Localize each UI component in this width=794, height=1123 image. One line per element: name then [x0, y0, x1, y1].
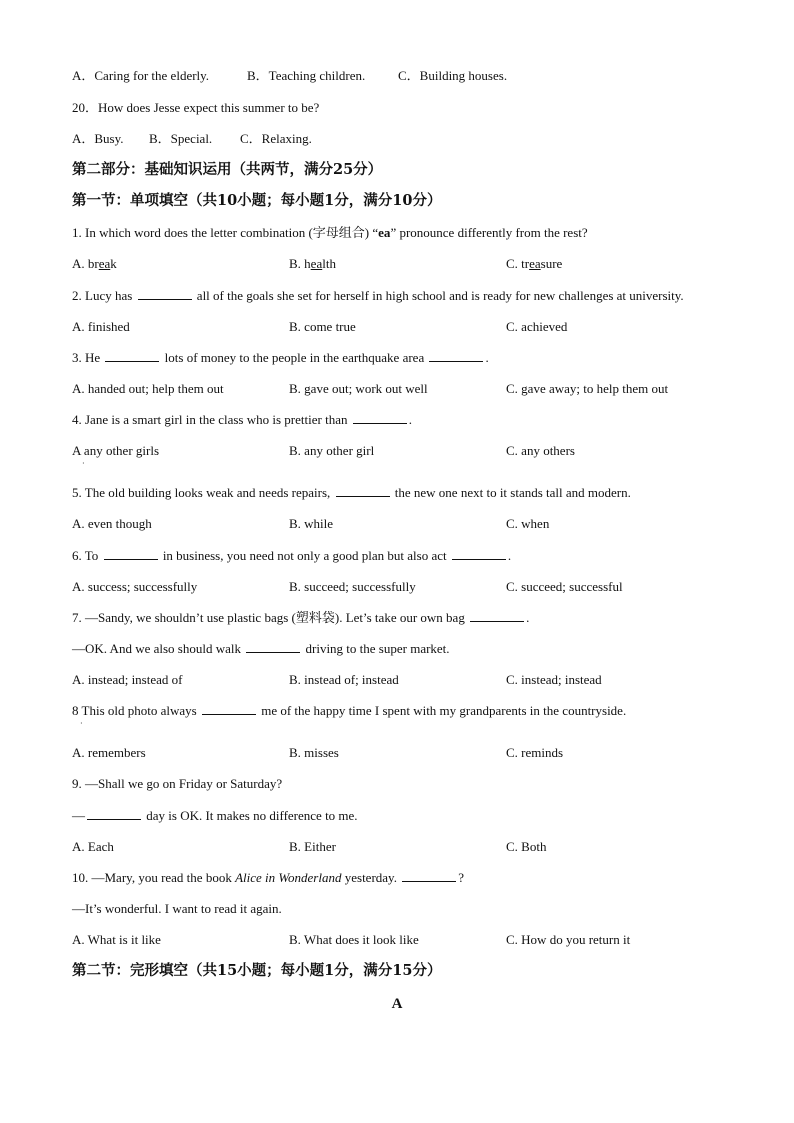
q1-option-c: C. treasure	[506, 256, 563, 271]
q10-stem-line1: 10. —Mary, you read the book Alice in Wonderland yesterday. ?	[72, 870, 464, 885]
q4-option-a: A any other girls	[72, 443, 160, 458]
stray-dot: ·	[82, 459, 85, 468]
q9-option-a: A. Each	[72, 839, 114, 854]
part2-heading: 第二部分：基础知识运用（共两节，满分25分）	[72, 161, 383, 178]
q19-option-c: C．Building houses.	[398, 68, 508, 83]
q8-stem: 8 This old photo always me of the happy time I spent with my grandparents in the countryside.	[72, 703, 627, 718]
stray-dot: ·	[80, 719, 83, 728]
q2-stem: 2. Lucy has all of the goals she set for herself in high school and is ready for new challenges at university.	[72, 288, 684, 303]
q2-option-c: C. achieved	[506, 319, 568, 334]
q8-option-a: A. remembers	[72, 745, 146, 760]
section1-heading: 第一节：单项填空（共10小题；每小题1分，满分10分）	[72, 192, 442, 209]
q6-stem: 6. To in business, you need not only a good plan but also act .	[72, 548, 512, 563]
q20-option-b: B．Special.	[149, 131, 213, 146]
q8-option-c: C. reminds	[506, 745, 564, 760]
q3-option-b: B. gave out; work out well	[289, 381, 428, 396]
q2-option-b: B. come true	[289, 319, 356, 334]
answer-blank	[202, 703, 256, 715]
q20-option-a: A．Busy.	[72, 131, 124, 146]
answer-blank	[429, 350, 483, 362]
q7-option-a: A. instead; instead of	[72, 672, 183, 687]
q1-option-a: A. break	[72, 256, 117, 271]
q3-option-c: C. gave away; to help them out	[506, 381, 669, 396]
q7-option-b: B. instead of; instead	[289, 672, 399, 687]
answer-blank	[402, 870, 456, 882]
q10-option-b: B. What does it look like	[289, 932, 419, 947]
q20-option-c: C．Relaxing.	[240, 131, 312, 146]
q5-option-a: A. even though	[72, 516, 152, 531]
q9-stem-line1: 9. —Shall we go on Friday or Saturday?	[72, 776, 283, 791]
q4-option-c: C. any others	[506, 443, 575, 458]
q6-option-a: A. success; successfully	[72, 579, 198, 594]
q7-stem-line1: 7. —Sandy, we shouldn’t use plastic bags (塑料袋). Let’s take our own bag .	[72, 610, 530, 625]
q9-stem-line2: — day is OK. It makes no difference to me.	[72, 808, 358, 823]
q5-option-b: B. while	[289, 516, 334, 531]
q8-option-b: B. misses	[289, 745, 339, 760]
q3-stem: 3. He lots of money to the people in the earthquake area .	[72, 350, 489, 365]
q5-stem: 5. The old building looks weak and needs repairs, the new one next to it stands tall and modern.	[72, 485, 631, 500]
answer-blank	[104, 548, 158, 560]
q2-option-a: A. finished	[72, 319, 130, 334]
q19-option-a: A．Caring for the elderly.	[72, 68, 210, 83]
q20-stem: 20．How does Jesse expect this summer to be?	[72, 100, 320, 115]
q4-option-b: B. any other girl	[289, 443, 375, 458]
q4-stem: 4. Jane is a smart girl in the class who is prettier than .	[72, 412, 412, 427]
passage-label: A	[391, 996, 403, 1012]
answer-blank	[353, 412, 407, 424]
answer-blank	[87, 808, 141, 820]
section2-heading: 第二节：完形填空（共15小题；每小题1分，满分15分）	[72, 962, 442, 979]
q19-option-b: B．Teaching children.	[247, 68, 366, 83]
q10-option-a: A. What is it like	[72, 932, 161, 947]
q1-option-b: B. health	[289, 256, 336, 271]
answer-blank	[246, 641, 300, 653]
answer-blank	[470, 610, 524, 622]
q10-stem-line2: —It’s wonderful. I want to read it again.	[72, 901, 282, 916]
q7-stem-line2: —OK. And we also should walk driving to the super market.	[72, 641, 450, 656]
q9-option-b: B. Either	[289, 839, 336, 854]
q6-option-b: B. succeed; successfully	[289, 579, 416, 594]
q9-option-c: C. Both	[506, 839, 547, 854]
answer-blank	[336, 485, 390, 497]
q6-option-c: C. succeed; successful	[506, 579, 623, 594]
q10-option-c: C. How do you return it	[506, 932, 631, 947]
answer-blank	[452, 548, 506, 560]
q5-option-c: C. when	[506, 516, 550, 531]
q7-option-c: C. instead; instead	[506, 672, 602, 687]
q1-stem: 1. In which word does the letter combination (字母组合) “ea” pronounce differently from the rest?	[72, 225, 588, 240]
answer-blank	[138, 288, 192, 300]
answer-blank	[105, 350, 159, 362]
q3-option-a: A. handed out; help them out	[72, 381, 224, 396]
